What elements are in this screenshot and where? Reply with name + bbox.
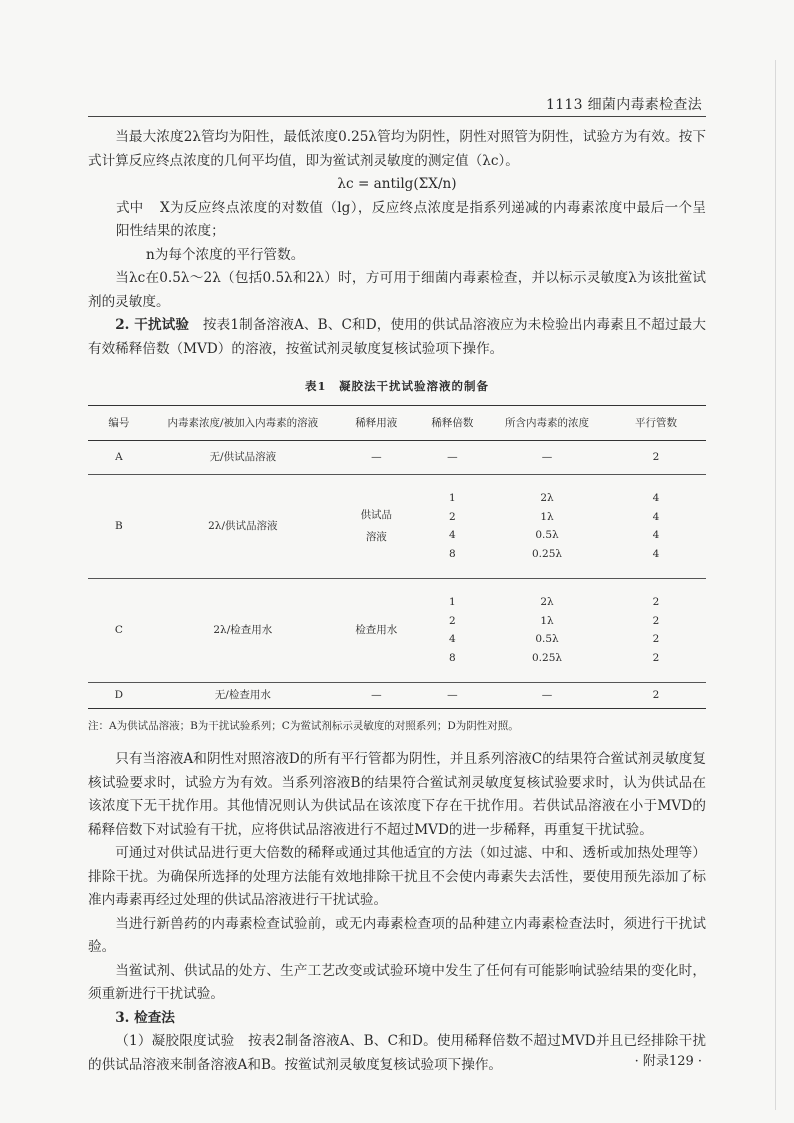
cell-diluent: 检查用水	[336, 578, 417, 682]
th-diluent: 稀释用液	[336, 405, 417, 440]
paragraph-sensitivity-validity: 当最大浓度2λ管均为阳性，最低浓度0.25λ管均为阴性，阴性对照管为阴性，试验方为有效。按下式计算反应终点浓度的几何平均值，即为鲎试剂灵敏度的测定值（λc）。	[88, 129, 706, 169]
factor-value: 1	[449, 596, 456, 608]
concentration-value: 2λ	[540, 492, 554, 504]
cell-concentrations	[488, 578, 606, 682]
page-folio: · 附录129 ·	[634, 1054, 702, 1069]
cell-tubes	[606, 474, 706, 578]
table-header-row	[88, 405, 706, 440]
cell-factor: —	[417, 440, 488, 474]
formula-where-n: n为每个浓度的平行管数。	[146, 246, 305, 263]
section-3-title: 3. 检查法	[115, 1009, 175, 1026]
concentration-value: 2λ	[540, 596, 554, 608]
cell-concentration: —	[488, 440, 606, 474]
paragraph-interference-validity: 只有当溶液A和阴性对照溶液D的所有平行管都为阴性，并且系列溶液C的结果符合鲎试剂灵敏度复核试验要求时，试验方为有效。当系列溶液B的结果符合鲎试剂灵敏度复核试验要求时，认为供试品在该浓度下无干扰作用。其他情况则认为供试品在该浓度下存在干扰作用。若供试品溶液在小于MVD的稀释倍数下对试验有干扰，应将供试品溶液进行不超过MVD的进一步稀释，再重复干扰试验。	[88, 751, 706, 838]
running-head: 1113 细菌内毒素检查法	[546, 97, 702, 113]
tubes-value: 4	[652, 492, 660, 504]
paragraph-interference-removal: 可通过对供试品进行更大倍数的稀释或通过其他适宜的方法（如过滤、中和、透析或加热处理等）排除干扰。为确保所选择的处理方法能有效地排除干扰且不会使内毒素失去活性，要使用预先添加了标准内毒素再经过处理的供试品溶液进行干扰试验。	[88, 845, 706, 908]
page-body	[88, 126, 706, 1077]
cell-diluent-line-2: 溶液	[365, 531, 387, 543]
th-id: 编号	[88, 405, 150, 440]
section-interference-test	[88, 314, 706, 361]
interference-table	[88, 405, 706, 709]
cell-id: C	[88, 578, 150, 682]
cell-diluent-line-1: 供试品	[360, 509, 393, 521]
th-solution: 内毒素浓度/被加入内毒素的溶液	[150, 405, 336, 440]
cell-id: B	[88, 474, 150, 578]
concentration-value: 0.25λ	[532, 651, 563, 664]
concentration-value: 0.25λ	[532, 547, 563, 560]
factor-value: 2	[449, 614, 456, 627]
cell-diluent: —	[336, 682, 417, 708]
cell-diluent: —	[336, 440, 417, 474]
tubes-value: 4	[652, 547, 660, 560]
paragraph-sensitivity-range: 当λc在0.5λ～2λ（包括0.5λ和2λ）时，方可用于细菌内毒素检查，并以标示灵敏度λ为该批鲎试剂的灵敏度。	[88, 270, 706, 310]
factor-value: 8	[449, 547, 456, 560]
cell-factors	[417, 578, 488, 682]
factor-value: 4	[449, 529, 456, 541]
concentration-value: 0.5λ	[535, 529, 559, 541]
tubes-value: 4	[652, 529, 660, 541]
page-edge-line	[775, 60, 776, 1110]
where-label: 式中	[116, 199, 144, 216]
concentration-value: 0.5λ	[535, 633, 559, 645]
cell-concentrations	[488, 474, 606, 578]
section-2-text: 按表1制备溶液A、B、C和D，使用的供试品溶液应为未检验出内毒素且不超过最大有效稀释倍数（MVD）的溶液，按鲎试剂灵敏度复核试验项下操作。	[88, 317, 706, 357]
header-rule	[88, 116, 706, 117]
th-concentration: 所含内毒素的浓度	[488, 405, 606, 440]
cell-solution: 无/检查用水	[150, 682, 336, 708]
concentration-value: 1λ	[540, 614, 554, 627]
cell-factor: —	[417, 682, 488, 708]
cell-tubes: 2	[606, 682, 706, 708]
cell-factors	[417, 474, 488, 578]
th-tubes: 平行管数	[606, 405, 706, 440]
formula-geometric-mean: λc = antilg(ΣX/n)	[337, 176, 457, 192]
table-note: 注：A为供试品溶液；B为干扰试验系列；C为鲎试剂标示灵敏度的对照系列；D为阴性对照。	[88, 719, 519, 732]
cell-solution: 2λ/检查用水	[150, 578, 336, 682]
paragraph-retest: 当鲎试剂、供试品的处方、生产工艺改变或试验环境中发生了任何有可能影响试验结果的变化时，须重新进行干扰试验。	[88, 962, 706, 1002]
concentration-value: 1λ	[540, 510, 554, 523]
cell-tubes: 2	[606, 440, 706, 474]
factor-value: 2	[449, 510, 456, 523]
cell-tubes	[606, 578, 706, 682]
table-title: 表1 凝胶法干扰试验溶液的制备	[305, 379, 489, 393]
cell-id: A	[88, 440, 150, 474]
tubes-value: 2	[652, 633, 660, 645]
formula-where-x	[88, 197, 706, 244]
table-row-b	[88, 474, 706, 578]
cell-diluent	[336, 474, 417, 578]
table-row-c	[88, 578, 706, 682]
paragraph-new-drug: 当进行新兽药的内毒素检查试验前，或无内毒素检查项的品种建立内毒素检查法时，须进行干扰试验。	[88, 915, 706, 955]
factor-value: 4	[449, 633, 456, 645]
factor-value: 1	[449, 492, 456, 504]
paragraph-gel-limit-test: （1）凝胶限度试验 按表2制备溶液A、B、C和D。使用稀释倍数不超过MVD并且已经排除干扰的供试品溶液来制备溶液A和B。按鲎试剂灵敏度复核试验项下操作。	[88, 1033, 706, 1073]
cell-solution: 2λ/供试品溶液	[150, 474, 336, 578]
cell-concentration: —	[488, 682, 606, 708]
tubes-value: 2	[652, 596, 660, 608]
tubes-value: 4	[652, 510, 660, 523]
cell-id: D	[88, 682, 150, 708]
where-x-text: X为反应终点浓度的对数值（lg），反应终点浓度是指系列递减的内毒素浓度中最后一个呈阳性结果的浓度；	[116, 199, 706, 239]
factor-value: 8	[449, 651, 456, 664]
cell-solution: 无/供试品溶液	[150, 440, 336, 474]
table-row-d	[88, 682, 706, 708]
tubes-value: 2	[652, 651, 660, 664]
table-row-a	[88, 440, 706, 474]
tubes-value: 2	[652, 614, 660, 627]
section-2-title: 2. 干扰试验	[115, 317, 190, 333]
th-factor: 稀释倍数	[417, 405, 488, 440]
